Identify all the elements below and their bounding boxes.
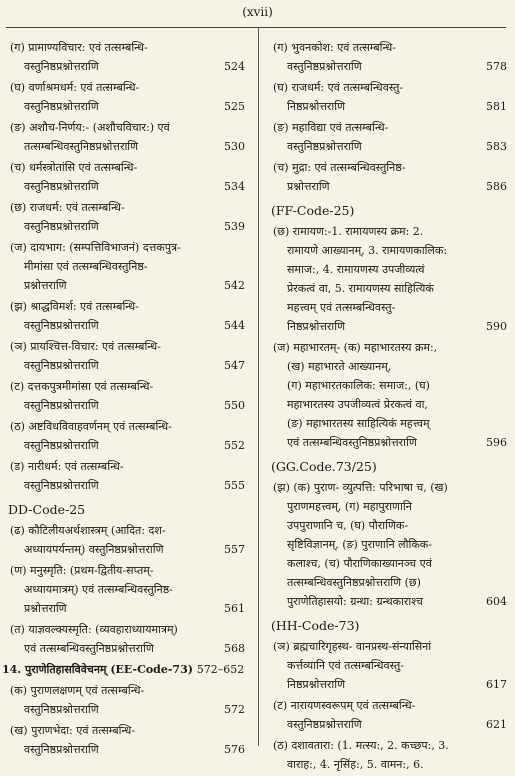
toc-entry <box>8 118 245 156</box>
toc-entry-text: (घ) राजधर्म: एवं तत्सम्बन्धिवस्तु- निष्ठप्रश्नोत्तराणि <box>273 81 404 113</box>
toc-entry-text: (झ) श्राद्धविमर्श: एवं तत्सम्बन्धि- वस्तुनिष्ठप्रश्नोत्तराणि <box>10 300 139 332</box>
toc-entry <box>8 337 245 375</box>
toc-entry-page: 547 <box>224 359 245 372</box>
chapter-title: 14. पुराणेतिहासविवेचनम् (EE-Code-73) <box>2 663 193 676</box>
chapter-page-range: 572–652 <box>196 663 245 676</box>
toc-entry-page: 530 <box>224 140 245 153</box>
toc-entry-page: 581 <box>486 100 507 113</box>
toc-entry-text: (ण) मनुस्मृति: (प्रथम-द्वितीय-सप्तम्- अध्यायमात्रम्) एवं तत्सम्बन्धिवस्तुनिष्ठ- प्रश्नोत्तराणि <box>10 564 173 615</box>
toc-entry-page: 568 <box>224 642 245 655</box>
toc-entry <box>271 338 507 452</box>
toc-entry-text: (ख) पुराणभेदा: एवं तत्सम्बन्धि- वस्तुनिष्ठप्रश्नोत्तराणि <box>10 724 136 756</box>
toc-entry-page: 583 <box>486 140 507 153</box>
toc-entry-page: 525 <box>224 100 245 113</box>
toc-entry-page: 557 <box>224 543 245 556</box>
toc-entry-text: (ज) दायभाग: (सम्पत्तिविभाजनं) दत्तकपुत्र- मीमांसा एवं तत्सम्बन्धिवस्तुनिष्ठ- प्रश्नोत्तराणि <box>10 241 181 292</box>
toc-entry-text: (ङ) अशौच-निर्णय:- (अशौचविचार:) एवं तत्सम्बन्धिवस्तुनिष्ठप्रश्नोत्तराणि <box>10 121 170 153</box>
toc-entry-text: (छ) रामायण:-1. रामायणस्य क्रम: 2. रामायणे आख्यानम्, 3. रामायणकालिक: समाज:, 4. रामायणस्य उपजीव्यत्वं प्रेरकत्वं वा, 5. रामायणस्य साहित्यिकं महत्त्वम् एवं तत्सम्बन्धिवस्तु- निष्ठप्रश्नोत्तराणि <box>273 225 448 333</box>
toc-entry-page: 542 <box>224 279 245 292</box>
toc-entry <box>271 78 507 116</box>
toc-entry <box>8 721 245 759</box>
toc-entry-text: (ङ) महाविद्या एवं तत्सम्बन्धि- वस्तुनिष्ठप्रश्नोत्तराणि <box>273 121 389 153</box>
toc-entry <box>8 158 245 196</box>
toc-entry-page: 544 <box>224 319 245 332</box>
toc-entry <box>8 620 245 658</box>
toc-entry <box>8 238 245 295</box>
toc-entry-text: (ज) महाभारतम्- (क) महाभारतस्य क्रम:, (ख) महाभारते आख्यानम्, (ग) महाभारतकालिक: समाज:, (घ) महाभारतस्य उपजीव्यत्वं प्रेरकत्वं वा, (ङ) महाभारतस्य साहित्यिकं महत्त्वम् एवं तत्सम्बन्धिवस्तुनिष्ठप्रश्नोत्तराणि <box>273 341 438 449</box>
toc-entry-text: (ट) नारायणस्वरूपम् एवं तत्सम्बन्धि- वस्तुनिष्ठप्रश्नोत्तराणि <box>273 699 416 731</box>
column-divider <box>258 27 259 746</box>
toc-entry-page: 561 <box>224 602 245 615</box>
toc-entry <box>8 521 245 559</box>
toc-entry-text: (क) पुराणलक्षणम् एवं तत्सम्बन्धि- वस्तुनिष्ठप्रश्नोत्तराणि <box>10 684 145 716</box>
toc-entry-text: (ढ) कौटिलीयअर्थशास्त्रम् (आदित: दश- अध्यायपर्यन्तम्) वस्तुनिष्ठप्रश्नोत्तराणि <box>10 524 166 556</box>
toc-entry <box>271 38 507 76</box>
toc-entry-page: 539 <box>224 220 245 233</box>
toc-entry-text: (घ) वर्णाश्रमधर्म: एवं तत्सम्बन्धि- वस्तुनिष्ठप्रश्नोत्तराणि <box>10 81 140 113</box>
toc-entry-text: (ठ) अष्टविधविवाहवर्णनम् एवं तत्सम्बन्धि- वस्तुनिष्ठप्रश्नोत्तराणि <box>10 420 172 452</box>
toc-entry-page: 617 <box>486 678 507 691</box>
toc-entry <box>271 736 507 774</box>
toc-entry-page: 552 <box>224 439 245 452</box>
toc-entry-page: 586 <box>486 180 507 193</box>
toc-entry-text: (ट) दत्तकपुत्रमीमांसा एवं तत्सम्बन्धि- वस्तुनिष्ठप्रश्नोत्तराणि <box>10 380 154 412</box>
toc-entry <box>8 457 245 495</box>
toc-entry <box>271 118 507 156</box>
toc-entry-text: (ग) भुवनकोश: एवं तत्सम्बन्धि- वस्तुनिष्ठप्रश्नोत्तराणि <box>273 41 396 73</box>
toc-entry-page: 524 <box>224 60 245 73</box>
toc-entry-page: 555 <box>224 479 245 492</box>
toc-entry-page: 604 <box>486 595 507 608</box>
toc-entry <box>271 637 507 694</box>
toc-entry-text: (त) याज्ञवल्क्यस्मृति: (व्यवहाराध्यायमात्रम्) एवं तत्सम्बन्धिवस्तुनिष्ठप्रश्नोत्तराणि <box>10 623 178 655</box>
section-heading: (HH-Code-73) <box>271 618 360 633</box>
toc-entry-page: 550 <box>224 399 245 412</box>
left-column <box>2 38 245 761</box>
toc-entry <box>8 417 245 455</box>
toc-entry-text: (ञ) प्रायश्चित्त-विचार: एवं तत्सम्बन्धि- वस्तुनिष्ठप्रश्नोत्तराणि <box>10 340 161 372</box>
section-heading: (GG.Code.73/25) <box>271 459 377 474</box>
toc-entry-page: 576 <box>224 743 245 756</box>
toc-entry <box>8 297 245 335</box>
toc-entry <box>8 681 245 719</box>
toc-entry <box>8 78 245 116</box>
toc-entry <box>8 561 245 618</box>
toc-entry-text: (च) धर्मस्त्रोतांसि एवं तत्सम्बन्धि- वस्तुनिष्ठप्रश्नोत्तराणि <box>10 161 138 193</box>
toc-entry <box>271 696 507 734</box>
toc-entry-page: 578 <box>486 60 507 73</box>
toc-entry-page: 596 <box>486 436 507 449</box>
toc-entry-text: (च) मुद्रा: एवं तत्सम्बन्धिवस्तुनिष्ठ- प्रश्नोत्तराणि <box>273 161 406 193</box>
toc-entry <box>271 478 507 611</box>
toc-entry-page: 590 <box>486 320 507 333</box>
toc-entry-text: (ञ) ब्रह्मचारिगृहस्थ- वानप्रस्थ-संन्यासिनां कर्त्तव्यानि एवं तत्सम्बन्धिवस्तु- निष्ठप्रश्नोत्तराणि <box>273 640 432 691</box>
header-rule <box>6 27 506 28</box>
section-heading: (FF-Code-25) <box>271 203 355 218</box>
toc-entry-page: 534 <box>224 180 245 193</box>
toc-entry-text: (ड) नारीधर्म: एवं तत्सम्बन्धि- वस्तुनिष्ठप्रश्नोत्तराणि <box>10 460 124 492</box>
page-number: (xvii) <box>242 5 273 19</box>
toc-entry-text: (ग) प्रामाण्यविचार: एवं तत्सम्बन्धि- वस्तुनिष्ठप्रश्नोत्तराणि <box>10 41 148 73</box>
toc-entry-text: (छ) राजधर्म: एवं तत्सम्बन्धि- वस्तुनिष्ठप्रश्नोत्तराणि <box>10 201 125 233</box>
toc-entry <box>8 377 245 415</box>
toc-entry <box>8 38 245 76</box>
chapter-heading <box>2 660 245 679</box>
toc-entry-page: 572 <box>224 703 245 716</box>
toc-entry <box>271 222 507 336</box>
right-column <box>271 38 507 776</box>
toc-entry-page: 621 <box>486 718 507 731</box>
toc-entry <box>271 158 507 196</box>
toc-entry <box>8 198 245 236</box>
toc-entry-text: (ठ) दशावतारा: (1. मत्स्य:, 2. कच्छप:, 3. वाराह:, 4. नृसिंह:, 5. वामन:, 6. <box>273 739 449 771</box>
toc-entry-text: (झ) (क) पुराण- व्युत्पत्ति: परिभाषा च, (ख) पुराणमहत्त्वम्, (ग) महापुराणानि उपपुराणानि च, (घ) पौराणिक- सृष्टिविज्ञानम्, (ङ) पुराणानि लौकिक- कलाश्च, (च) पौराणिकाख्यानञ्च एवं तत्सम्बन्धिवस्तुनिष्ठप्रश्नोत्तराणि (छ) पुराणेतिहासयो: ग्रन्था: ग्रन्थकाराश्च <box>273 481 448 608</box>
section-heading: DD-Code-25 <box>8 502 86 517</box>
